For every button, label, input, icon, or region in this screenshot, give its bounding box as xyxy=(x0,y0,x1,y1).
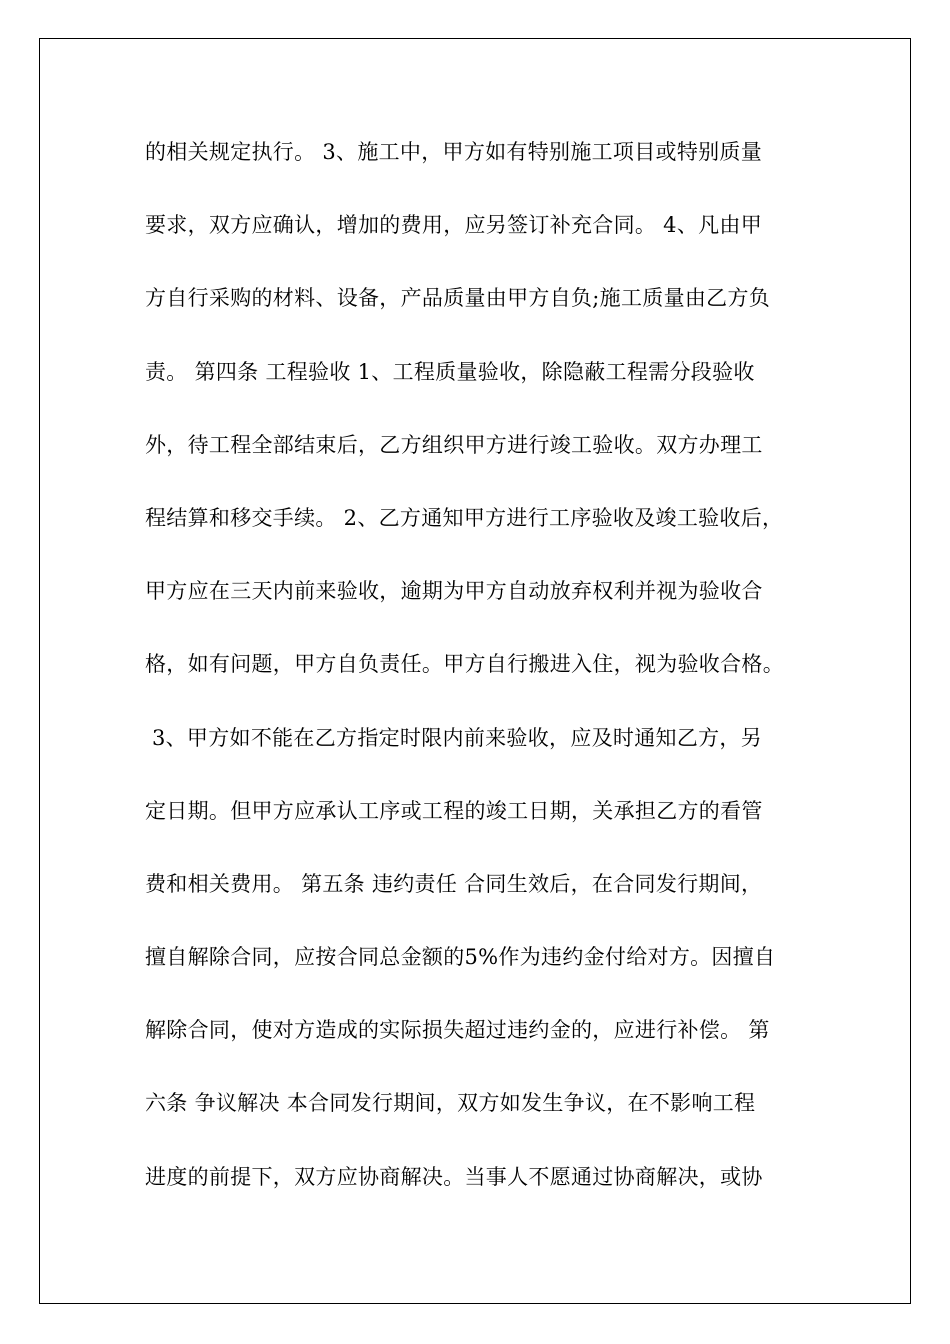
text-line-3: 方自行采购的材料、设备，产品质量由甲方自负;施工质量由乙方负 xyxy=(145,286,771,311)
text-line-11: 费和相关费用。 第五条 违约责任 合同生效后，在合同发行期间， xyxy=(145,871,763,896)
text-line-13: 解除合同，使对方造成的实际损失超过违约金的，应进行补偿。 第 xyxy=(145,1018,770,1043)
text-line-9: 3、甲方如不能在乙方指定时限内前来验收，应及时通知乙方，另 xyxy=(145,725,763,750)
text-line-10: 定日期。但甲方应承认工序或工程的竣工日期，关承担乙方的看管 xyxy=(145,798,763,823)
document-body xyxy=(145,130,815,1228)
text-line-12: 擅自解除合同，应按合同总金额的5%作为违约金付给对方。因擅自 xyxy=(145,945,776,970)
text-line-2: 要求，双方应确认，增加的费用，应另签订补充合同。 4、凡由甲 xyxy=(145,213,763,238)
text-line-7: 甲方应在三天内前来验收，逾期为甲方自动放弃权利并视为验收合 xyxy=(145,579,763,604)
text-line-1: 的相关规定执行。 3、施工中，甲方如有特别施工项目或特别质量 xyxy=(145,140,763,164)
text-line-5: 外，待工程全部结束后，乙方组织甲方进行竣工验收。双方办理工 xyxy=(145,432,763,457)
text-line-6: 程结算和移交手续。 2、乙方通知甲方进行工序验收及竣工验收后， xyxy=(145,505,784,530)
text-line-15: 进度的前提下，双方应协商解决。当事人不愿通过协商解决，或协 xyxy=(145,1164,763,1189)
text-line-8: 格，如有问题，甲方自负责任。甲方自行搬进入住，视为验收合格。 xyxy=(145,652,784,677)
text-line-4: 责。 第四条 工程验收 1、工程质量验收，除隐蔽工程需分段验收 xyxy=(145,359,755,384)
text-line-14: 六条 争议解决 本合同发行期间，双方如发生争议，在不影响工程 xyxy=(145,1091,756,1116)
